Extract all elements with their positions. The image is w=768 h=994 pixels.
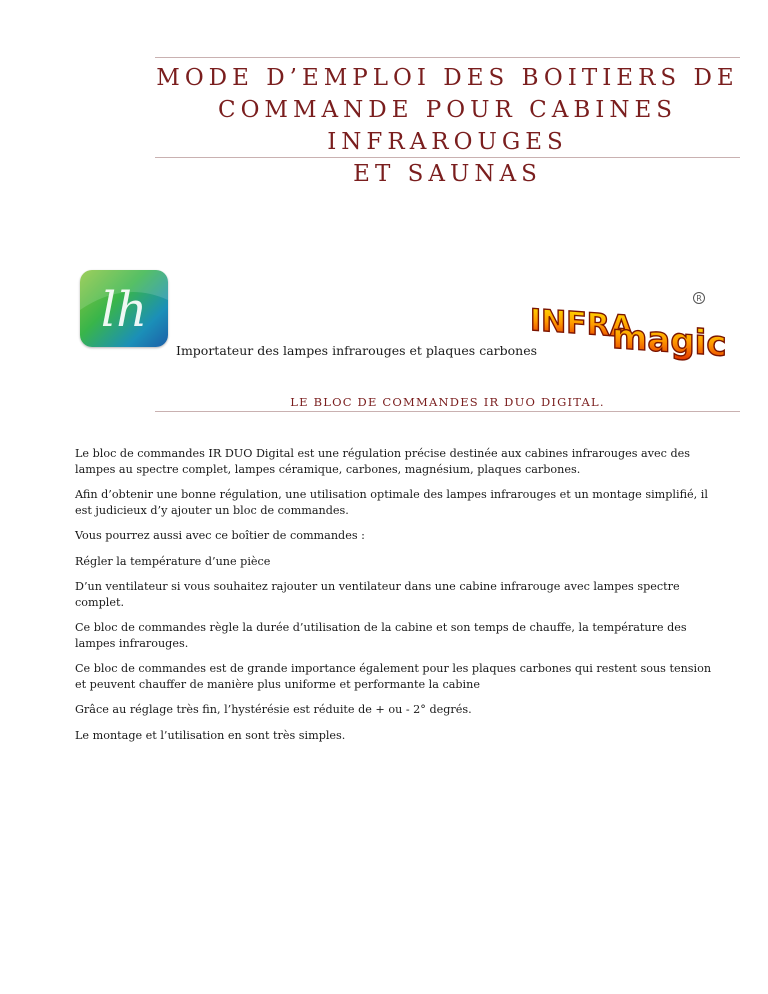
importer-caption: Importateur des lampes infrarouges et plaques carbones bbox=[176, 343, 538, 358]
svg-text:INFRA: INFRA bbox=[530, 303, 634, 346]
title-line-2: COMMANDE POUR CABINES INFRAROUGES bbox=[217, 97, 678, 155]
title-bottom-rule bbox=[155, 157, 740, 158]
section-heading: LE BLOC DE COMMANDES IR DUO DIGITAL. bbox=[290, 395, 605, 409]
paragraph: Régler la température d’une pièce bbox=[75, 554, 271, 568]
title-line-1: MODE D’EMPLOI DES BOITIERS DE bbox=[156, 65, 739, 91]
body-text bbox=[75, 446, 725, 753]
page-title bbox=[155, 62, 740, 190]
paragraph: Ce bloc de commandes règle la durée d’utilisation de la cabine et son temps de chauffe, la température des lampes infrarouges. bbox=[75, 621, 687, 650]
title-line-3: ET SAUNAS bbox=[353, 161, 542, 187]
paragraph: Vous pourrez aussi avec ce boîtier de commandes : bbox=[75, 529, 365, 542]
lh-logo-icon bbox=[80, 270, 168, 347]
section-heading-rule bbox=[155, 411, 740, 412]
svg-text:R: R bbox=[696, 294, 702, 303]
paragraph: Ce bloc de commandes est de grande importance également pour les plaques carbones qui restent sous tension et peuvent chauffer de manière plus uniforme et performante la cabine bbox=[75, 662, 712, 691]
svg-text:lh: lh bbox=[100, 282, 148, 338]
infra-magic-logo-icon bbox=[528, 290, 727, 365]
paragraph: Le bloc de commandes IR DUO Digital est une régulation précise destinée aux cabines infrarouges avec des lampes au spectre complet, lampes céramique, carbones, magnésium, plaques carbones. bbox=[75, 447, 690, 476]
paragraph: Afin d’obtenir une bonne régulation, une utilisation optimale des lampes infrarouges et un montage simplifié, il est judicieux d’y ajouter un bloc de commandes. bbox=[75, 488, 708, 517]
paragraph: Le montage et l’utilisation en sont très simples. bbox=[75, 728, 346, 742]
title-top-rule bbox=[155, 57, 740, 58]
svg-text:magic: magic bbox=[612, 316, 727, 365]
paragraph: Grâce au réglage très fin, l’hystérésie est réduite de + ou - 2° degrés. bbox=[75, 703, 472, 716]
paragraph: D’un ventilateur si vous souhaitez rajouter un ventilateur dans une cabine infrarouge avec lampes spectre complet. bbox=[75, 580, 680, 609]
